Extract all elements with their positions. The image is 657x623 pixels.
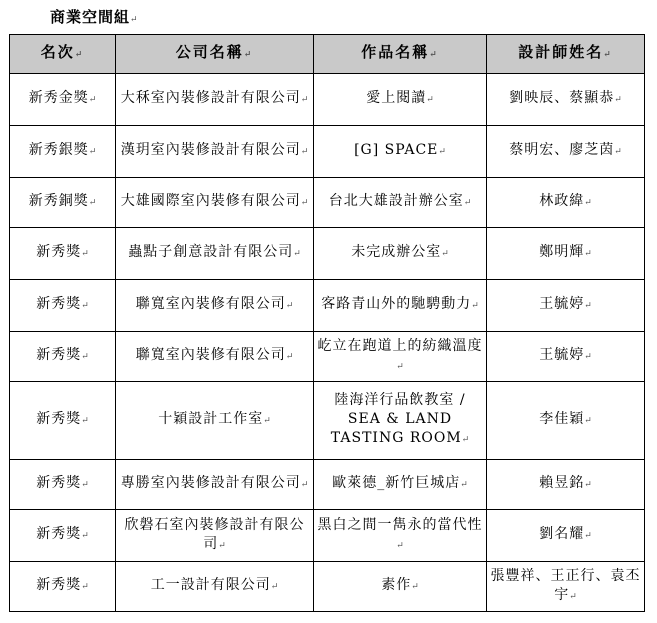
table-row [10, 460, 645, 510]
header-designer: 設計師姓名↵ [487, 35, 645, 74]
table-row [10, 74, 645, 126]
cell-rank: 新秀銅獎↵ [10, 178, 116, 228]
cell-work: 黑白之間一雋永的當代性↵ [314, 510, 487, 562]
cell-company: 蟲點子創意設計有限公司↵ [116, 228, 314, 280]
cell-work: 未完成辦公室↵ [314, 228, 487, 280]
cell-work: 愛上閱讀↵ [314, 74, 487, 126]
cell-designer: 賴昱銘↵ [487, 460, 645, 510]
cell-rank: 新秀銀獎↵ [10, 126, 116, 178]
cell-rank: 新秀獎↵ [10, 562, 116, 612]
cell-rank: 新秀獎↵ [10, 280, 116, 332]
cell-rank: 新秀金獎↵ [10, 74, 116, 126]
cell-rank: 新秀獎↵ [10, 382, 116, 460]
table-row [10, 126, 645, 178]
header-work: 作品名稱↵ [314, 35, 487, 74]
section-title [50, 6, 139, 27]
cell-designer: 王毓婷↵ [487, 332, 645, 382]
table-header-row [10, 35, 645, 74]
cell-work: 素作↵ [314, 562, 487, 612]
cell-designer: 李佳穎↵ [487, 382, 645, 460]
cell-work: 歐萊德_新竹巨城店↵ [314, 460, 487, 510]
cell-company: 大秝室內裝修設計有限公司↵ [116, 74, 314, 126]
cell-rank: 新秀獎↵ [10, 228, 116, 280]
table-row [10, 280, 645, 332]
cell-work: 客路青山外的馳騁動力↵ [314, 280, 487, 332]
cell-designer: 劉映辰、蔡顯恭↵ [487, 74, 645, 126]
awards-table [9, 34, 645, 612]
cell-work: 台北大雄設計辦公室↵ [314, 178, 487, 228]
table-row [10, 510, 645, 562]
cell-designer: 鄭明輝↵ [487, 228, 645, 280]
cell-work: 陸海洋行品飲教室 / SEA & LAND TASTING ROOM↵ [314, 382, 487, 460]
cell-rank: 新秀獎↵ [10, 460, 116, 510]
table-row [10, 382, 645, 460]
header-company: 公司名稱↵ [116, 35, 314, 74]
table-row [10, 562, 645, 612]
cell-designer: 張豐祥、王正行、袁丕宇↵ [487, 562, 645, 612]
paragraph-mark-icon: ↵ [130, 15, 139, 25]
table-row [10, 178, 645, 228]
section-title-text: 商業空間組 [50, 8, 131, 26]
cell-company: 大雄國際室內裝修有限公司↵ [116, 178, 314, 228]
cell-designer: 劉名耀↵ [487, 510, 645, 562]
cell-work: 屹立在跑道上的紡織溫度↵ [314, 332, 487, 382]
cell-rank: 新秀獎↵ [10, 332, 116, 382]
cell-company: 工一設計有限公司↵ [116, 562, 314, 612]
header-rank: 名次↵ [10, 35, 116, 74]
cell-work: [G] SPACE↵ [314, 126, 487, 178]
cell-company: 專勝室內裝修設計有限公司↵ [116, 460, 314, 510]
cell-company: 漢玥室內裝修設計有限公司↵ [116, 126, 314, 178]
table-row [10, 332, 645, 382]
table-row [10, 228, 645, 280]
cell-designer: 王毓婷↵ [487, 280, 645, 332]
cell-designer: 蔡明宏、廖芝茵↵ [487, 126, 645, 178]
cell-company: 欣磐石室內裝修設計有限公司↵ [116, 510, 314, 562]
cell-designer: 林政緯↵ [487, 178, 645, 228]
cell-company: 十穎設計工作室↵ [116, 382, 314, 460]
cell-company: 聯寬室內裝修有限公司↵ [116, 332, 314, 382]
cell-company: 聯寬室內裝修有限公司↵ [116, 280, 314, 332]
cell-rank: 新秀獎↵ [10, 510, 116, 562]
